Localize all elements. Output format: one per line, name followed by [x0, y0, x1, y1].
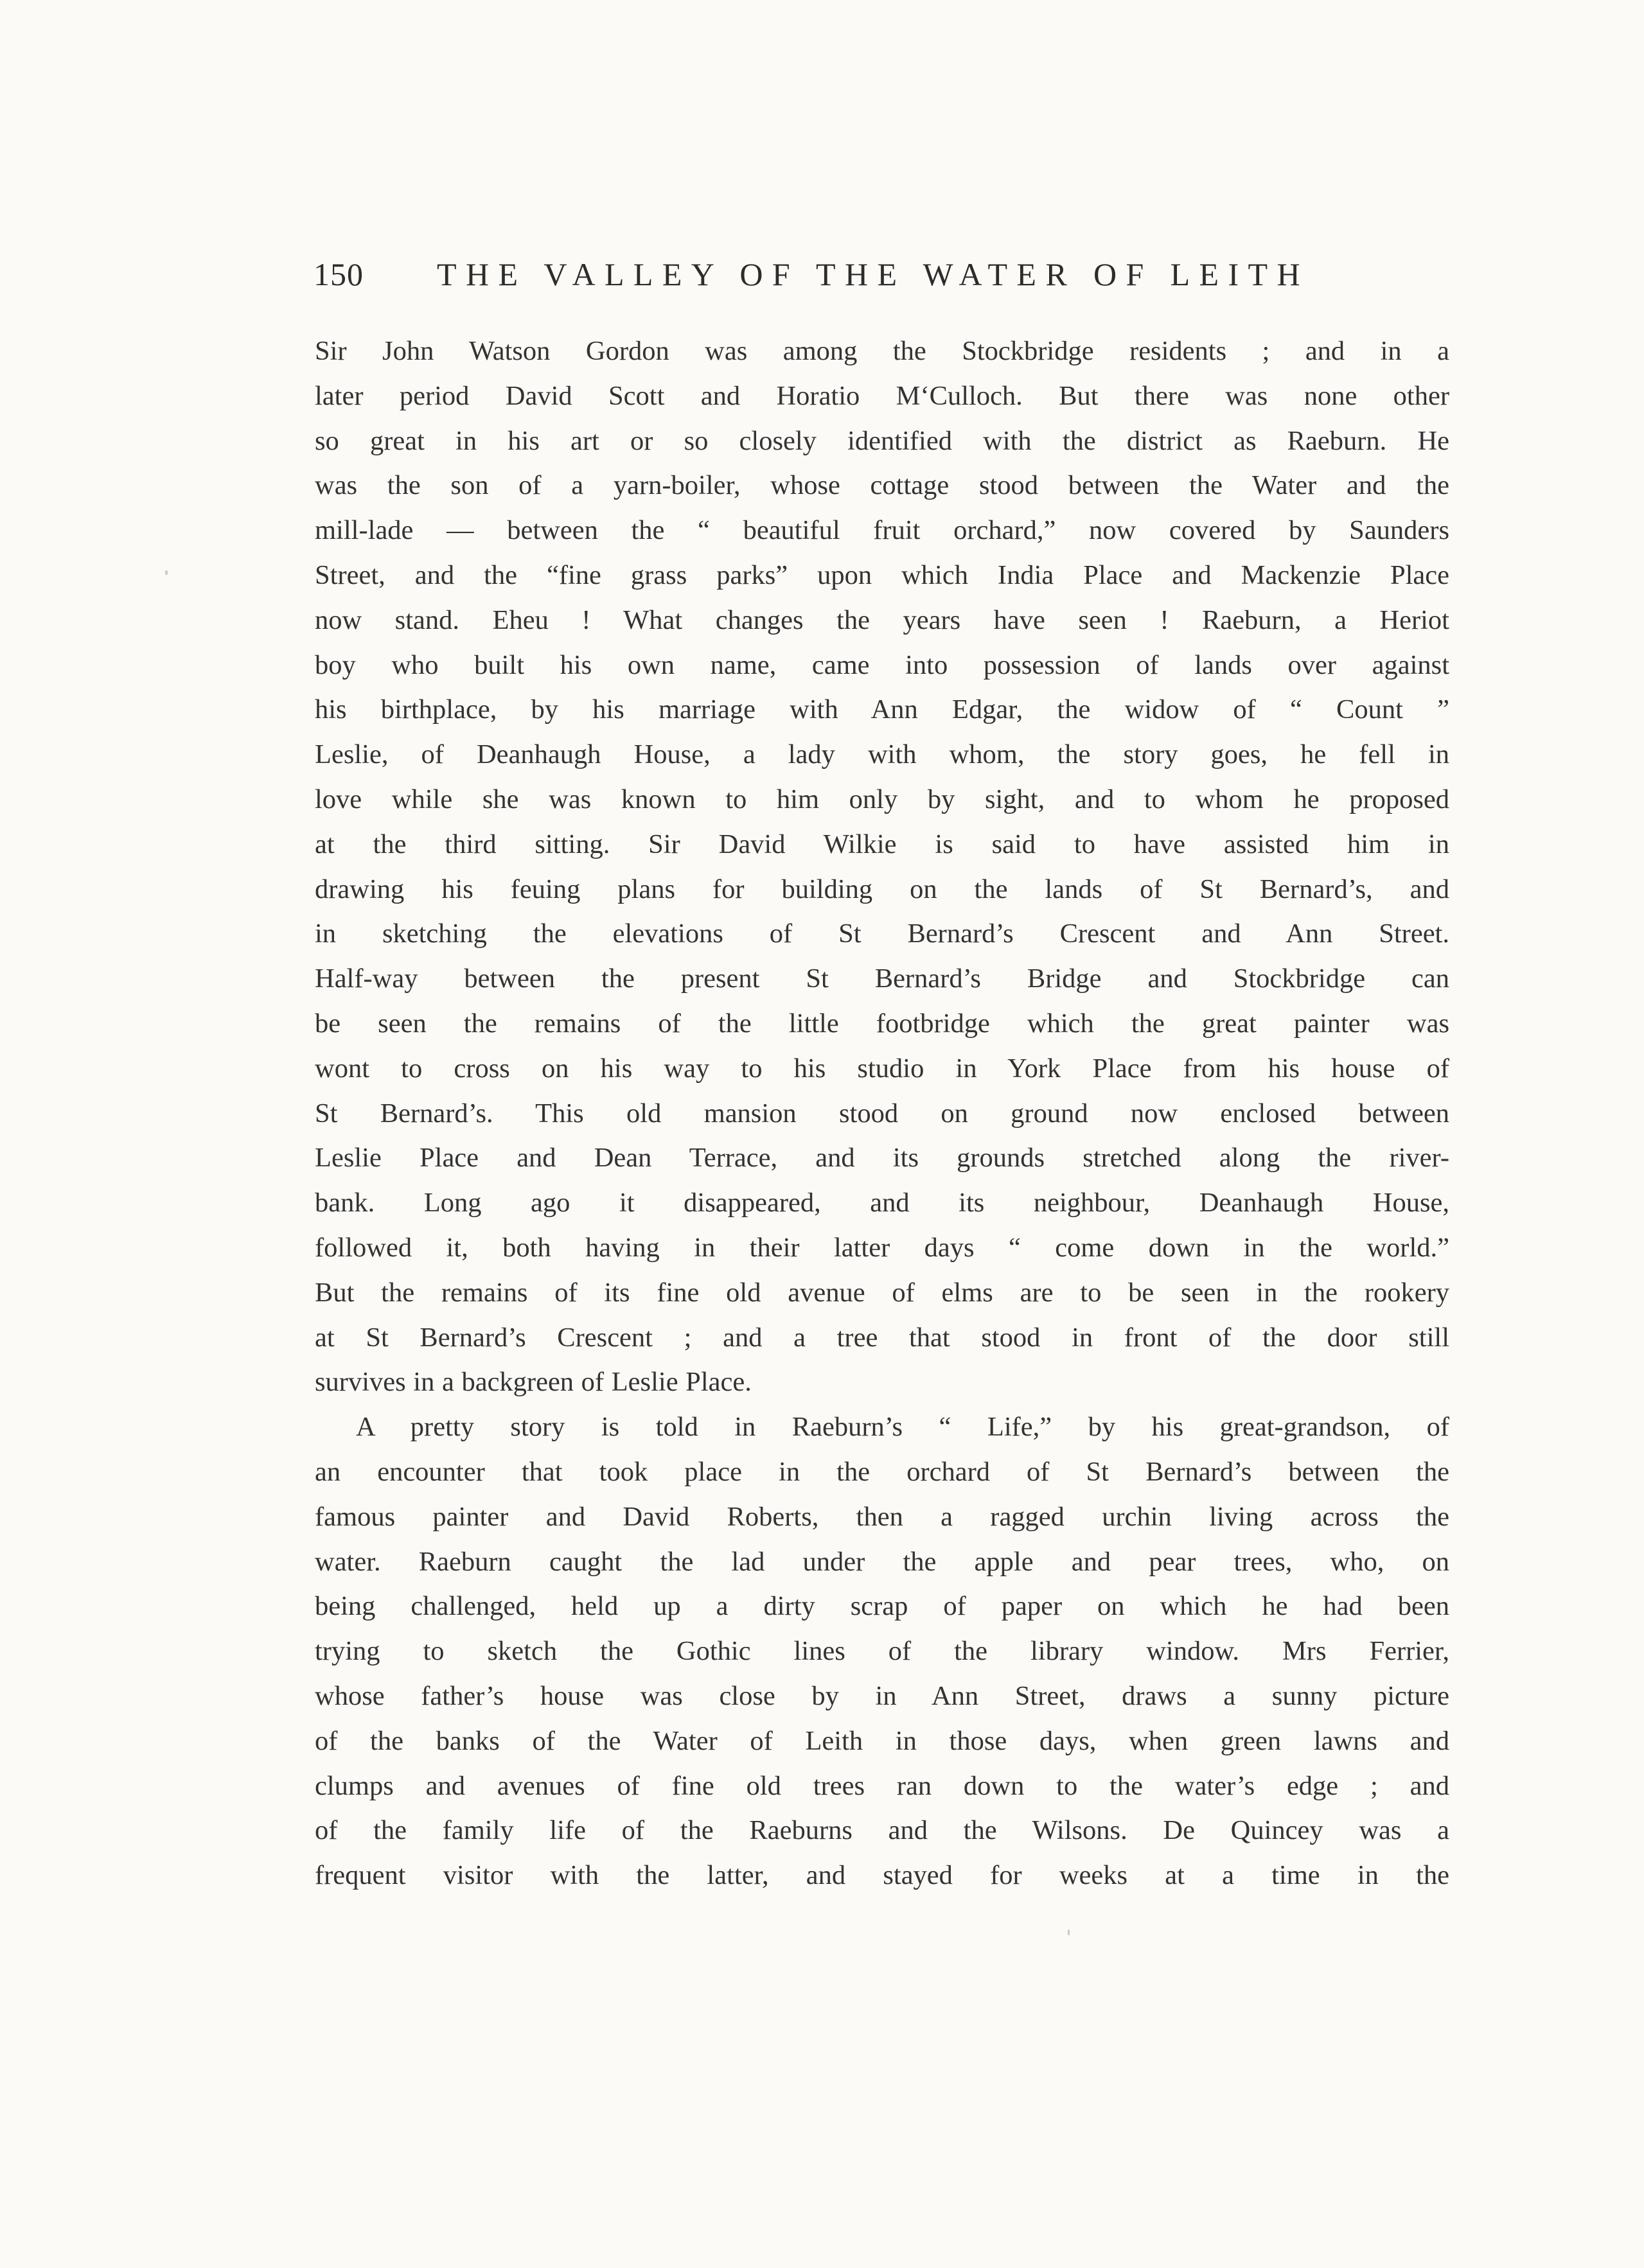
text-line: in sketching the elevations of St Bernard’s Crescent and Ann Street.	[315, 919, 1449, 949]
text-line: being challenged, held up a dirty scrap of paper on which he had been	[315, 1591, 1449, 1622]
text-line: Sir John Watson Gordon was among the Stockbridge residents ; and in a	[315, 336, 1449, 366]
running-title: THE VALLEY OF THE WATER OF LEITH	[437, 256, 1309, 292]
text-line: drawing his feuing plans for building on the lands of St Bernard’s, and	[315, 874, 1449, 904]
text-line: so great in his art or so closely identified with the district as Raeburn. He	[315, 425, 1449, 456]
text-line: at the third sitting. Sir David Wilkie is said to have assisted him in	[315, 829, 1449, 859]
text-line: his birthplace, by his marriage with Ann Edgar, the widow of “ Count ”	[315, 694, 1449, 725]
text-line: mill-lade — between the “ beautiful fruit orchard,” now covered by Saunders	[315, 515, 1449, 546]
text-line: love while she was known to him only by sight, and to whom he proposed	[315, 784, 1449, 814]
page-header	[314, 252, 1336, 297]
paragraph	[315, 1405, 1449, 1898]
text-line: of the family life of the Raeburns and the Wilsons. De Quincey was a	[315, 1815, 1449, 1846]
text-line: Street, and the “fine grass parks” upon which India Place and Mackenzie Place	[315, 559, 1449, 590]
page-number: 150	[314, 256, 364, 292]
text-line: Half-way between the present St Bernard’s Bridge and Stockbridge can	[315, 963, 1449, 994]
text-line: at St Bernard’s Crescent ; and a tree that stood in front of the door still	[315, 1322, 1449, 1353]
paper-speck	[1068, 1930, 1070, 1935]
text-line: was the son of a yarn-boiler, whose cottage stood between the Water and the	[315, 470, 1449, 501]
text-line: frequent visitor with the latter, and stayed for weeks at a time in the	[315, 1860, 1449, 1891]
text-line: be seen the remains of the little footbridge which the great painter was	[315, 1008, 1449, 1039]
text-line: Leslie, of Deanhaugh House, a lady with whom, the story goes, he fell in	[315, 739, 1449, 770]
text-line: But the remains of its fine old avenue of elms are to be seen in the rookery	[315, 1277, 1449, 1308]
text-line: St Bernard’s. This old mansion stood on ground now enclosed between	[315, 1098, 1449, 1129]
text-line: now stand. Eheu ! What changes the years have seen ! Raeburn, a Heriot	[315, 604, 1449, 635]
text-line: clumps and avenues of fine old trees ran down to the water’s edge ; and	[315, 1770, 1449, 1801]
text-line: boy who built his own name, came into possession of lands over against	[315, 649, 1449, 680]
text-line: trying to sketch the Gothic lines of the library window. Mrs Ferrier,	[315, 1636, 1449, 1667]
text-line: Leslie Place and Dean Terrace, and its grounds stretched along the river-	[315, 1143, 1449, 1174]
text-line: water. Raeburn caught the lad under the apple and pear trees, who, on	[315, 1546, 1449, 1577]
paper-speck	[165, 570, 168, 575]
text-line: bank. Long ago it disappeared, and its neighbour, Deanhaugh House,	[315, 1188, 1449, 1218]
text-line: followed it, both having in their latter days “ come down in the world.”	[315, 1232, 1449, 1263]
text-line: wont to cross on his way to his studio in York Place from his house of	[315, 1053, 1449, 1084]
text-line: later period David Scott and Horatio M‘Culloch. But there was none other	[315, 380, 1449, 411]
text-line: survives in a backgreen of Leslie Place.	[315, 1367, 752, 1398]
text-line: A pretty story is told in Raeburn’s “ Life,” by his great-grandson, of	[356, 1412, 1449, 1443]
text-line: famous painter and David Roberts, then a ragged urchin living across the	[315, 1501, 1449, 1532]
text-line: whose father’s house was close by in Ann Street, draws a sunny picture	[315, 1680, 1449, 1711]
body-text	[315, 329, 1449, 1898]
text-line: of the banks of the Water of Leith in those days, when green lawns and	[315, 1725, 1449, 1756]
text-line: an encounter that took place in the orchard of St Bernard’s between the	[315, 1456, 1449, 1487]
paragraph	[315, 329, 1449, 1405]
